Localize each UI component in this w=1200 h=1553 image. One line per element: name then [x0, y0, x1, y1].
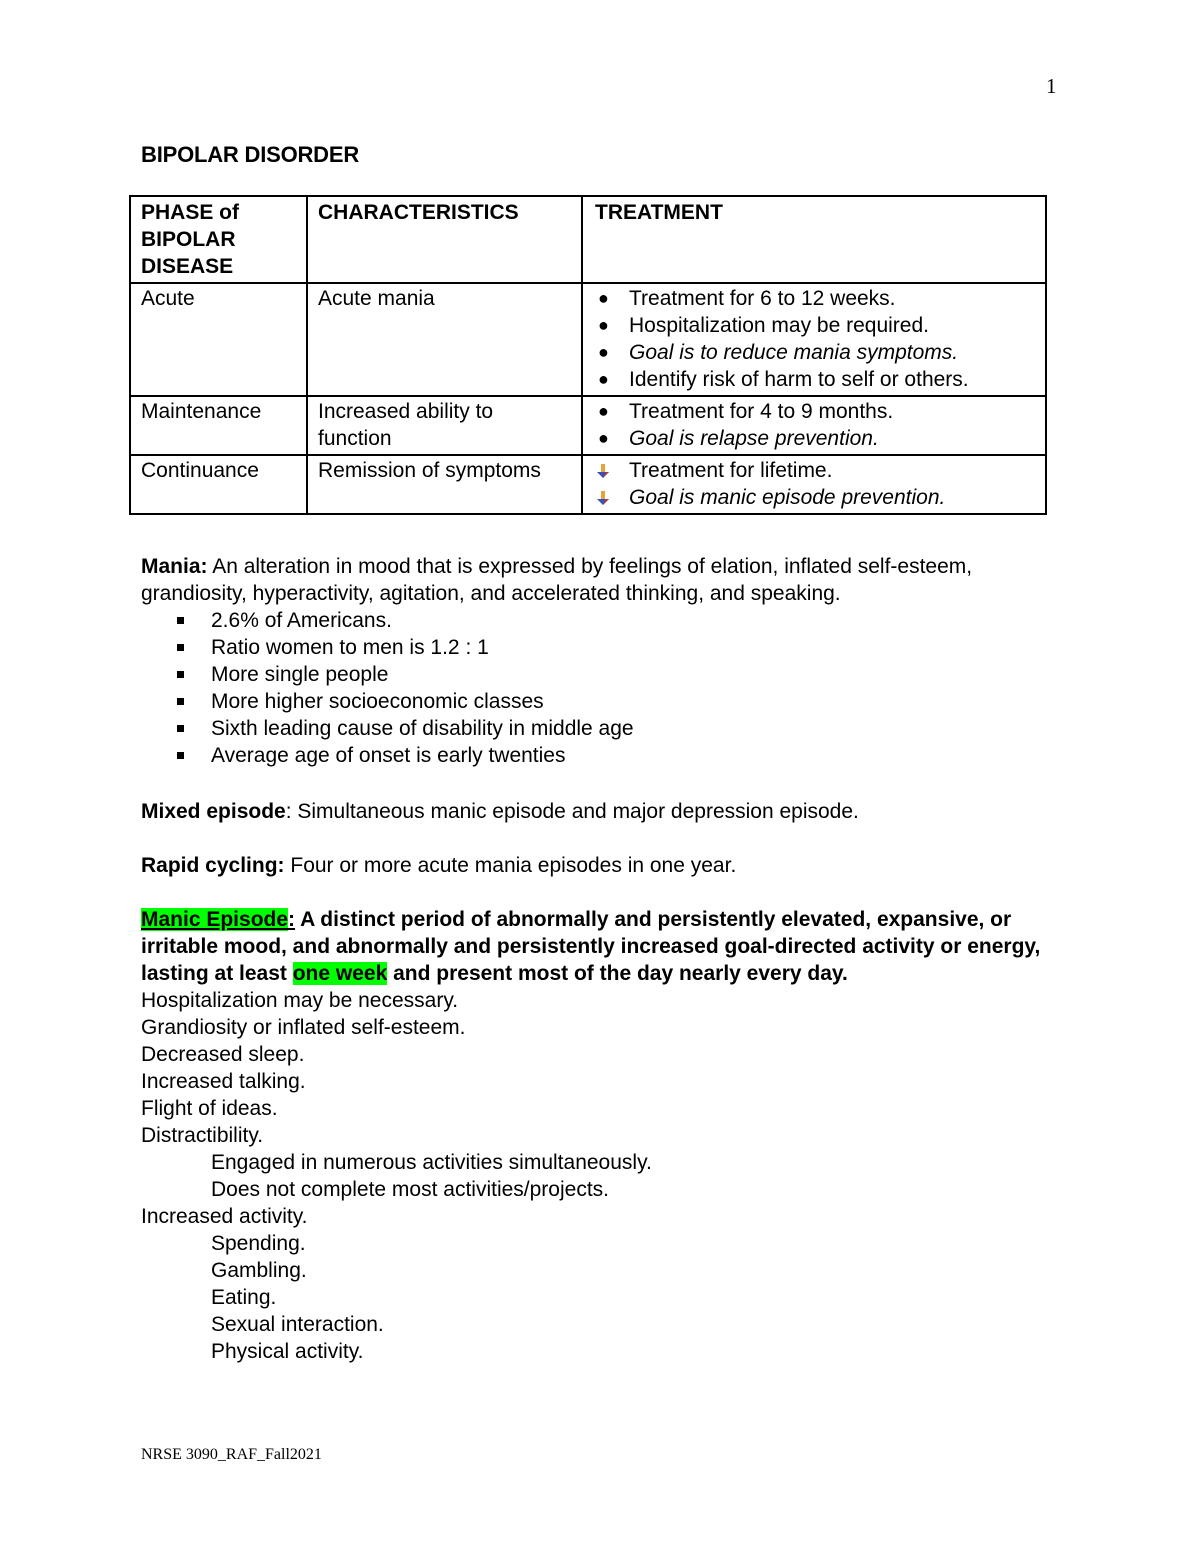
symptom-line: Increased activity. — [141, 1205, 308, 1228]
bullet-icon: ● — [598, 369, 609, 389]
bullet-icon: ● — [598, 342, 609, 362]
list-item: ● Treatment for 6 to 12 weeks. — [598, 287, 896, 310]
list-item: Average age of onset is early twenties — [141, 742, 1061, 769]
symptom-line: Distractibility. — [141, 1124, 264, 1147]
phase-cell: Maintenance — [130, 396, 307, 455]
symptom-line: Grandiosity or inflated self-esteem. — [141, 1016, 466, 1039]
mania-facts-list — [141, 607, 1061, 769]
sub-symptom-line: Sexual interaction. — [211, 1313, 384, 1336]
list-item: Ratio women to men is 1.2 : 1 — [141, 634, 1061, 661]
header-characteristics: CHARACTERISTICS — [307, 196, 582, 283]
list-item: Sixth leading cause of disability in middle age — [141, 715, 1061, 742]
header-phase: PHASE of BIPOLAR DISEASE — [130, 196, 307, 283]
treatment-cell — [582, 455, 1046, 514]
treatment-cell — [582, 283, 1046, 396]
characteristics-cell: Increased ability to function — [307, 396, 582, 455]
symptom-line: Flight of ideas. — [141, 1097, 278, 1120]
bullet-icon: ● — [598, 315, 609, 335]
table-row — [130, 396, 1046, 455]
list-item: ● Identify risk of harm to self or others. — [598, 368, 969, 391]
bipolar-phase-table — [129, 195, 1047, 515]
list-item: ● Hospitalization may be required. — [598, 314, 929, 337]
sub-symptom-line: Physical activity. — [211, 1340, 364, 1363]
list-item: Treatment for lifetime. — [595, 457, 1035, 484]
mania-section — [141, 553, 1061, 769]
bullet-icon: ● — [598, 288, 609, 308]
manic-episode-term: Manic Episode — [141, 908, 289, 931]
rapid-cycling-definition: Rapid cycling: Four or more acute mania episodes in one year. — [141, 854, 737, 877]
highlighted-duration: one week — [292, 962, 388, 985]
list-item: More higher socioeconomic classes — [141, 688, 1061, 715]
manic-episode-definition: Manic Episode: A distinct period of abnormally and persistently elevated, expansive, or irritable mood, and abnormally and persistently increased goal-directed activity or energy, lasting at least one week and present most of the day nearly every day. — [141, 908, 1041, 985]
bullet-icon: ● — [598, 428, 609, 448]
list-item: More single people — [141, 661, 1061, 688]
symptom-line: Hospitalization may be necessary. — [141, 989, 459, 1012]
rapid-cycling-term: Rapid cycling: — [141, 854, 285, 877]
phase-cell: Acute — [130, 283, 307, 396]
document-title: BIPOLAR DISORDER — [141, 142, 360, 167]
manic-episode-section — [141, 906, 1061, 1365]
list-item: ● Goal is to reduce mania symptoms. — [598, 341, 959, 364]
arrow-bullet-icon — [595, 490, 611, 506]
treatment-cell — [582, 396, 1046, 455]
phase-cell: Continuance — [130, 455, 307, 514]
list-item: ● Treatment for 4 to 9 months. — [598, 400, 894, 423]
table-row — [130, 455, 1046, 514]
table-row — [130, 283, 1046, 396]
arrow-bullet-icon — [595, 463, 611, 479]
mania-definition: Mania: An alteration in mood that is expressed by feelings of elation, inflated self-esteem, grandiosity, hyperactivity, agitation, and accelerated thinking, and speaking. — [141, 555, 973, 605]
mania-term: Mania: — [141, 555, 208, 578]
header-treatment: TREATMENT — [582, 196, 1046, 283]
bullet-icon: ● — [598, 401, 609, 421]
table-header-row — [130, 196, 1046, 283]
mixed-episode-term: Mixed episode — [141, 800, 286, 823]
symptom-line: Increased talking. — [141, 1070, 306, 1093]
page-number: 1 — [1046, 74, 1057, 98]
mixed-episode-definition: Mixed episode: Simultaneous manic episode and major depression episode. — [141, 800, 859, 823]
characteristics-cell: Acute mania — [307, 283, 582, 396]
page-footer: NRSE 3090_RAF_Fall2021 — [141, 1446, 322, 1463]
sub-symptom-line: Eating. — [211, 1286, 277, 1309]
list-item: Goal is manic episode prevention. — [595, 484, 1035, 511]
sub-symptom-line: Engaged in numerous activities simultaneously. — [211, 1151, 652, 1174]
sub-symptom-line: Does not complete most activities/projects. — [211, 1178, 609, 1201]
characteristics-cell: Remission of symptoms — [307, 455, 582, 514]
symptom-line: Decreased sleep. — [141, 1043, 305, 1066]
sub-symptom-line: Gambling. — [211, 1259, 307, 1282]
sub-symptom-line: Spending. — [211, 1232, 306, 1255]
list-item: ● Goal is relapse prevention. — [598, 427, 879, 450]
list-item: 2.6% of Americans. — [141, 607, 1061, 634]
